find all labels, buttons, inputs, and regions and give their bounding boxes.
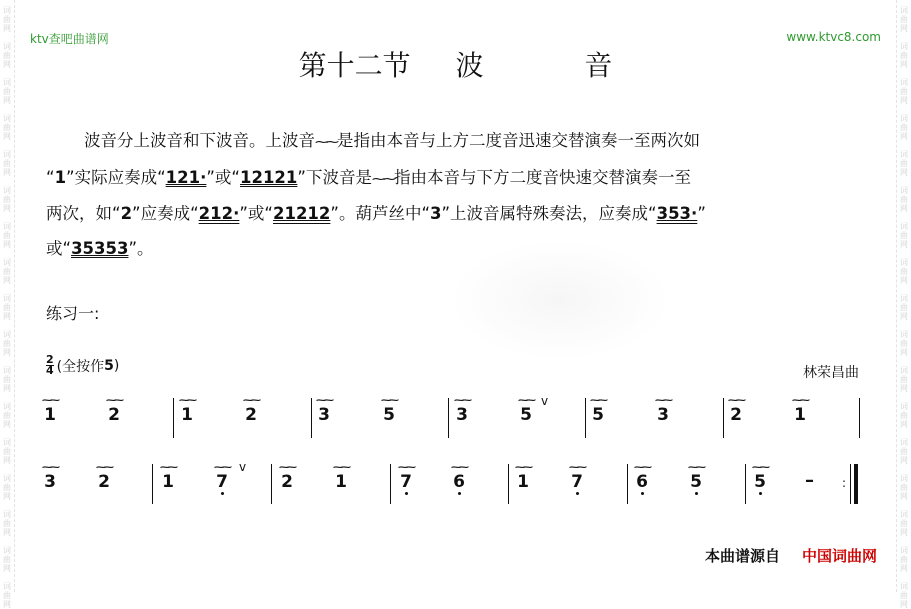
score-note: 2 ⁓⁓ [728,395,744,425]
octave-dot [576,492,579,495]
watermark-char: 曲 [3,87,11,96]
score-note: 5 ⁓⁓ [686,472,706,492]
watermark-char: 曲 [900,123,908,132]
watermark-char: 曲 [3,375,11,384]
score-note: 3 ⁓⁓ [454,395,470,425]
mordent-ornament: ⁓⁓ [160,462,176,473]
watermark-char: 词 [3,510,11,519]
bar-line [585,398,586,438]
watermark-char: 词 [3,6,11,15]
watermark-char: 网 [3,348,11,357]
watermark-char: 曲 [3,159,11,168]
mordent-ornament: ⁓⁓ [518,395,534,406]
score-note: 1 ⁓⁓ [42,395,58,425]
mordent-ornament: ⁓⁓ [451,462,467,473]
bar-line [390,464,391,504]
score-note: 5 ⁓⁓ [590,395,606,425]
watermark-char: 网 [3,24,11,33]
score-note: 2 ⁓⁓ [279,462,295,492]
watermark-char: 曲 [900,339,908,348]
mordent-ornament: ⁓⁓ [316,395,332,406]
watermark-char: 网 [3,60,11,69]
footer-brand-link[interactable]: 中国词曲网 [801,547,877,565]
mordent-ornament: ⁓⁓ [792,395,808,406]
watermark-char: 网 [900,132,908,141]
watermark-char: 曲 [900,15,908,24]
watermark-char: 词 [900,366,908,375]
watermark-char: 曲 [900,267,908,276]
watermark-char: 词 [900,474,908,483]
watermark-char: 词 [3,438,11,447]
bar-line [850,464,851,504]
para-line-4: 或“35353”。 [46,238,154,258]
watermark-char: 词 [3,582,11,591]
mordent-ornament: ⁓⁓ [106,395,122,406]
watermark-char: 网 [900,348,908,357]
watermark-char: 曲 [900,447,908,456]
watermark-char: 网 [3,312,11,321]
para-line-1: 波音分上波音和下波音。上波音⁓⁓是指由本音与上方二度音迅速交替演奏一至两次如 [84,131,700,150]
score-note: 2 ⁓⁓ [96,462,112,492]
watermark-char: 网 [900,492,908,501]
watermark-char: 网 [900,456,908,465]
watermark-char: 网 [900,60,908,69]
watermark-char: 词 [3,546,11,555]
watermark-char: 曲 [900,159,908,168]
site-name-left[interactable]: ktv查吧曲谱网 [30,32,109,46]
watermark-char: 曲 [3,195,11,204]
watermark-char: 词 [3,294,11,303]
watermark-char: 网 [900,204,908,213]
watermark-char: 词 [900,294,908,303]
watermark-char: 曲 [3,591,11,600]
watermark-char: 词 [3,78,11,87]
watermark-char: 曲 [900,231,908,240]
watermark-char: 网 [3,384,11,393]
score-note: 1 ⁓⁓ [515,462,531,492]
mordent-ornament: ⁓⁓ [42,395,58,406]
bar-line [311,398,312,438]
watermark-char: 曲 [900,591,908,600]
watermark-char: 词 [900,402,908,411]
watermark-char: 曲 [3,51,11,60]
watermark-char: 网 [3,96,11,105]
watermark-char: 曲 [3,483,11,492]
mordent-ornament: ⁓⁓ [569,462,585,473]
watermark-char: 词 [3,186,11,195]
watermark-char: 词 [900,42,908,51]
watermark-char: 网 [3,600,11,609]
watermark-char: 曲 [3,123,11,132]
score-note: 6 ⁓⁓ [449,472,469,492]
watermark-char: 词 [900,258,908,267]
watermark-char: 词 [3,366,11,375]
watermark-char: 曲 [3,303,11,312]
watermark-char: 词 [900,546,908,555]
score-note: 3 ⁓⁓ [655,395,671,425]
watermark-char: 网 [3,456,11,465]
mordent-ornament: ⁓⁓ [96,462,112,473]
watermark-char: 词 [900,510,908,519]
mordent-ornament: ⁓⁓ [515,462,531,473]
composer-credit: 林荣昌曲 [803,365,859,381]
watermark-char: 网 [900,420,908,429]
watermark-char: 曲 [900,375,908,384]
watermark-char: 网 [900,564,908,573]
octave-dot [641,492,644,495]
score-note: 1 ⁓⁓ [160,462,176,492]
watermark-char: 曲 [3,267,11,276]
octave-dot [458,492,461,495]
score-note: 6 ⁓⁓ [632,472,652,492]
score-note: 7 ⁓⁓ [396,472,416,492]
watermark-char: 曲 [900,87,908,96]
watermark-char: 词 [900,330,908,339]
watermark-char: 网 [3,168,11,177]
watermark-char: 词 [900,582,908,591]
watermark-char: 曲 [900,303,908,312]
watermark-char: 网 [3,420,11,429]
bar-line [271,464,272,504]
watermark-char: 网 [900,600,908,609]
watermark-char: 词 [900,6,908,15]
intro-paragraph [46,124,866,266]
bar-line [508,464,509,504]
bar-line [723,398,724,438]
score-note: 1 ⁓⁓ [179,395,195,425]
watermark-char: 网 [3,528,11,537]
watermark-char: 词 [3,258,11,267]
watermark-char: 网 [3,564,11,573]
watermark-char: 网 [900,96,908,105]
score-note: 2 ⁓⁓ [106,395,122,425]
mordent-ornament: ⁓⁓ [333,462,349,473]
mordent-ornament: ⁓⁓ [42,462,58,473]
watermark-char: 网 [900,168,908,177]
mordent-ornament: ⁓⁓ [454,395,470,406]
watermark-char: 词 [3,402,11,411]
watermark-char: 网 [900,276,908,285]
watermark-char: 网 [900,312,908,321]
score-note: 3 ⁓⁓ [316,395,332,425]
breath-mark: v [541,394,549,408]
para-line-3: 两次，如“2”应奏成“212·”或“21212”。葫芦丝中“3”上波音属特殊奏法，应奏成“353·” [46,204,706,223]
mordent-ornament: ⁓⁓ [752,462,768,473]
page-title: 第十二节 波 音 [298,49,613,82]
watermark-char: 网 [3,204,11,213]
score-note: 5 ⁓⁓ [381,395,397,425]
footer-source: 本曲谱源自 中国词曲网 [704,547,877,565]
final-bar-line [854,464,858,504]
breath-mark: v [239,460,247,474]
watermark-char: 网 [3,132,11,141]
mordent-ornament: ⁓⁓ [728,395,744,406]
watermark-char: 曲 [900,555,908,564]
octave-dot [405,492,408,495]
watermark-char: 曲 [900,51,908,60]
octave-dot [221,492,224,495]
bar-line [859,398,860,438]
para-line-2: “1”实际应奏成“121·”或“12121”下波音是⁓⁓指由本音与下方二度音快速交替演奏一至 [46,167,691,187]
watermark-char: 网 [900,384,908,393]
watermark-char: 网 [3,492,11,501]
watermark-char: 曲 [3,555,11,564]
mordent-ornament: ⁓⁓ [590,395,606,406]
bar-line [448,398,449,438]
watermark-char: 词 [900,438,908,447]
mordent-ornament: ⁓⁓ [381,395,397,406]
upper-mordent-symbol: ⁓⁓ [315,135,337,150]
watermark-char: 词 [900,114,908,123]
watermark-char: 词 [3,474,11,483]
watermark-char: 网 [900,24,908,33]
watermark-char: 词 [900,78,908,87]
mordent-ornament: ⁓⁓ [243,395,259,406]
score-note: 7 ⁓⁓ [212,472,232,492]
sustain-dash: – [805,470,814,491]
score-note: 7 ⁓⁓ [567,472,587,492]
repeat-sign: : [842,476,847,490]
left-watermark-strip [0,0,15,609]
score-note: 5 ⁓⁓ [518,395,534,425]
mordent-ornament: ⁓⁓ [279,462,295,473]
watermark-char: 曲 [3,519,11,528]
mordent-ornament: ⁓⁓ [398,462,414,473]
watermark-char: 曲 [900,483,908,492]
mordent-ornament: ⁓⁓ [655,395,671,406]
watermark-char: 曲 [3,15,11,24]
watermark-char: 网 [3,276,11,285]
site-url-right[interactable]: www.ktvc8.com [786,30,881,44]
exercise-label: 练习一: [46,304,100,323]
watermark-char: 曲 [3,447,11,456]
watermark-char: 词 [900,222,908,231]
octave-dot [759,492,762,495]
score-note: 5 ⁓⁓ [750,472,770,492]
time-signature-line: $\frac{2}{4}$ (全按作 5 ) [46,353,120,377]
watermark-char: 词 [3,222,11,231]
watermark-char: 词 [3,330,11,339]
lower-mordent-symbol: ⁓⁓ [371,171,394,187]
watermark-char: 词 [900,186,908,195]
score-note: 2 ⁓⁓ [243,395,259,425]
watermark-char: 网 [3,240,11,249]
watermark-char: 曲 [900,519,908,528]
watermark-char: 网 [900,528,908,537]
watermark-char: 曲 [3,411,11,420]
watermark-char: 词 [3,42,11,51]
score-note: 1 ⁓⁓ [333,462,349,492]
score-note: 1 ⁓⁓ [792,395,808,425]
mordent-ornament: ⁓⁓ [179,395,195,406]
watermark-char: 曲 [3,231,11,240]
watermark-char: 词 [900,150,908,159]
watermark-char: 曲 [3,339,11,348]
watermark-char: 词 [3,114,11,123]
mordent-ornament: ⁓⁓ [214,462,230,473]
watermark-char: 词 [3,150,11,159]
watermark-char: 网 [900,240,908,249]
time-signature: $\frac{2}{4}$ [46,353,54,377]
mordent-ornament: ⁓⁓ [634,462,650,473]
score-note: 3 ⁓⁓ [42,462,58,492]
bar-line [627,464,628,504]
bar-line [173,398,174,438]
watermark-char: 曲 [900,195,908,204]
right-watermark-strip [896,0,911,609]
octave-dot [695,492,698,495]
bar-line [745,464,746,504]
mordent-ornament: ⁓⁓ [688,462,704,473]
bar-line [152,464,153,504]
watermark-char: 曲 [900,411,908,420]
